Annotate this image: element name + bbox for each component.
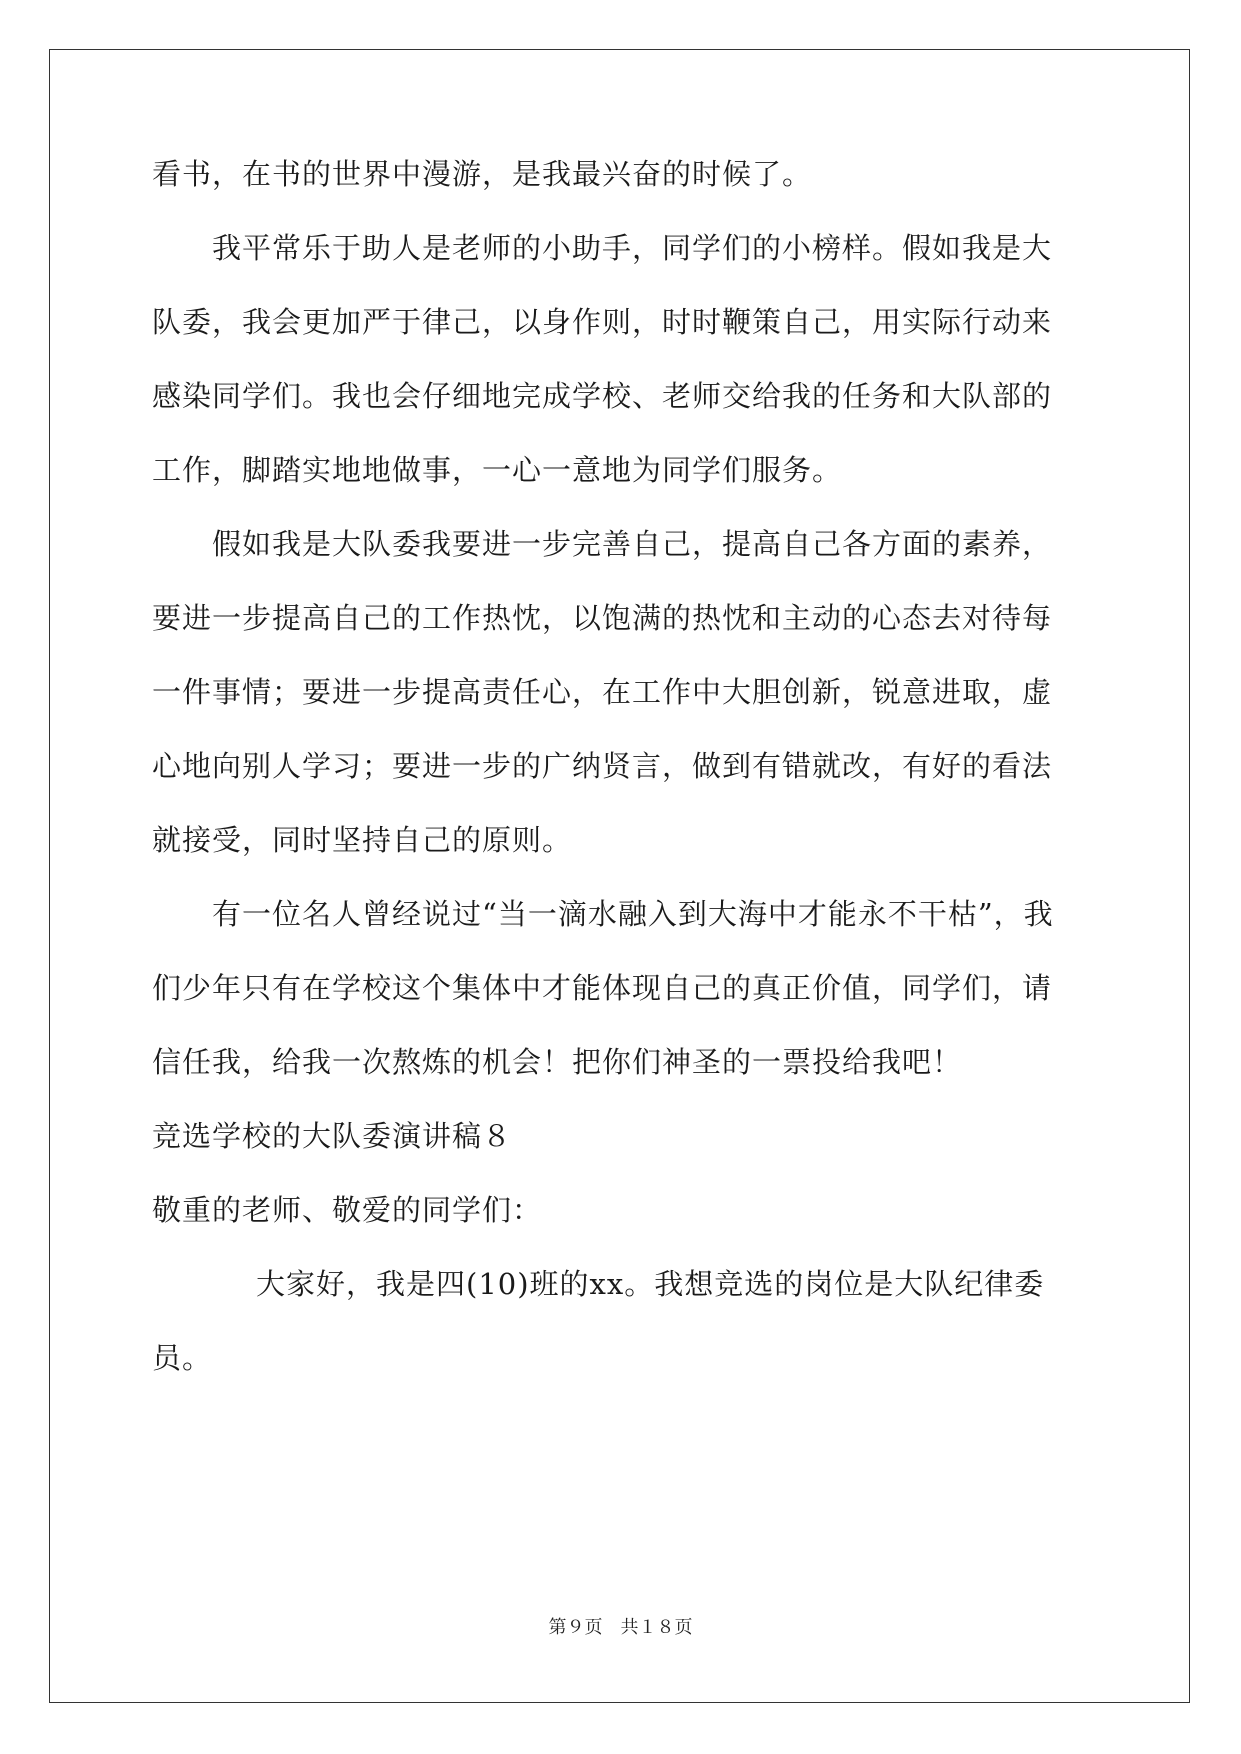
salutation: 敬重的老师、敬爱的同学们： xyxy=(152,1193,543,1227)
section-title: 竞选学校的大队委演讲稿８ xyxy=(152,1119,513,1153)
text-line: 队委，我会更加严于律己，以身作则，时时鞭策自己，用实际行动来 xyxy=(152,305,1053,339)
text-line: 信任我，给我一次熬炼的机会！把你们神圣的一票投给我吧！ xyxy=(152,1045,963,1079)
page-border xyxy=(49,49,1190,1703)
text-line: 就接受，同时坚持自己的原则。 xyxy=(152,823,573,857)
text-line: 一件事情；要进一步提高责任心，在工作中大胆创新，锐意进取，虚 xyxy=(152,675,1053,709)
page-number: 第９页 共１８页 xyxy=(548,1617,693,1638)
paragraph-start-line: 有一位名人曾经说过“当一滴水融入到大海中才能永不干枯”，我 xyxy=(212,897,1054,931)
paragraph-start-line: 假如我是大队委我要进一步完善自己，提高自己各方面的素养， xyxy=(212,527,1053,561)
text-line: 员。 xyxy=(152,1341,213,1375)
text-line: 看书，在书的世界中漫游，是我最兴奋的时候了。 xyxy=(152,157,813,191)
paragraph-start-line: 我平常乐于助人是老师的小助手，同学们的小榜样。假如我是大 xyxy=(212,231,1053,265)
text-line: 心地向别人学习；要进一步的广纳贤言，做到有错就改，有好的看法 xyxy=(152,749,1053,783)
text-line: 们少年只有在学校这个集体中才能体现自己的真正价值，同学们，请 xyxy=(152,971,1053,1005)
paragraph-start-line: 大家好，我是四(10)班的xx。我想竞选的岗位是大队纪律委 xyxy=(256,1267,1045,1301)
text-line: 要进一步提高自己的工作热忱，以饱满的热忱和主动的心态去对待每 xyxy=(152,601,1053,635)
text-line: 感染同学们。我也会仔细地完成学校、老师交给我的任务和大队部的 xyxy=(152,379,1053,413)
text-line: 工作，脚踏实地地做事，一心一意地为同学们服务。 xyxy=(152,453,843,487)
